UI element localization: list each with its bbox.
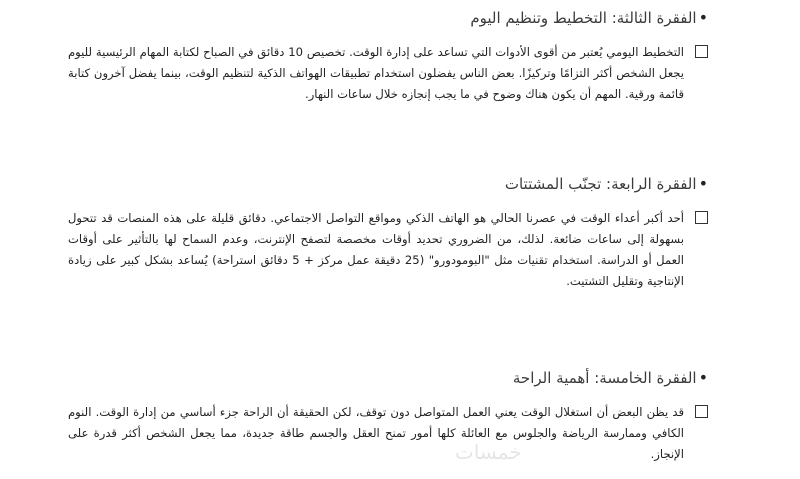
watermark-logo: خمسات	[455, 440, 522, 464]
section-heading	[68, 8, 708, 28]
section-title: الفقرة الثالثة: التخطيط وتنظيم اليوم	[470, 9, 697, 27]
paragraph-row	[68, 42, 708, 105]
paragraph-text: أحد أكبر أعداء الوقت في عصرنا الحالي هو الهاتف الذكي ومواقع التواصل الاجتماعي. دقائق قليلة على هذه المنصات قد تتحول بسهولة إلى ساعات ضائعة. لذلك، من الضروري تحديد أوقات مخصصة لتصفح الإنترنت، وعدم السماح لها بالتأثير على أوقات العمل أو الدراسة. استخدام تقنيات مثل "البومودورو" (25 دقيقة عمل مركز + 5 دقائق استراحة) يُساعد بشكل كبير على زيادة الإنتاجية وتقليل التشتيت.	[68, 211, 684, 288]
bullet-icon: •	[698, 8, 708, 27]
paragraph-row	[68, 208, 708, 292]
section-title: الفقرة الخامسة: أهمية الراحة	[512, 369, 697, 387]
checkbox-icon	[695, 405, 708, 418]
section-heading	[68, 174, 708, 194]
bullet-icon: •	[698, 174, 708, 193]
section-5	[68, 368, 708, 465]
paragraph-row	[68, 402, 708, 465]
checkbox-icon	[695, 45, 708, 58]
section-heading	[68, 368, 708, 388]
checkbox-icon	[695, 211, 708, 224]
section-4	[68, 174, 708, 292]
paragraph-text: التخطيط اليومي يُعتبر من أقوى الأدوات التي تساعد على إدارة الوقت. تخصيص 10 دقائق في الصباح لكتابة المهام الرئيسية لليوم يجعل الشخص أكثر التزامًا وتركيزًا. بعض الناس يفضلون استخدام تطبيقات الهواتف الذكية لتنظيم الوقت، بينما يفضل آخرون كتابة قائمة ورقية. المهم أن يكون هناك وضوح في ما يجب إنجازه خلال ساعات النهار.	[68, 45, 684, 101]
paragraph-text: قد يظن البعض أن استغلال الوقت يعني العمل المتواصل دون توقف، لكن الحقيقة أن الراحة جزء أساسي من إدارة الوقت. النوم الكافي وممارسة الرياضة والجلوس مع العائلة كلها أمور تمنح العقل والجسم طاقة جديدة، مما يجعل الشخص أكثر قدرة على الإنجاز.	[68, 405, 684, 461]
bullet-icon: •	[698, 368, 708, 387]
section-title: الفقرة الرابعة: تجنّب المشتتات	[504, 175, 697, 193]
section-3	[68, 8, 708, 105]
